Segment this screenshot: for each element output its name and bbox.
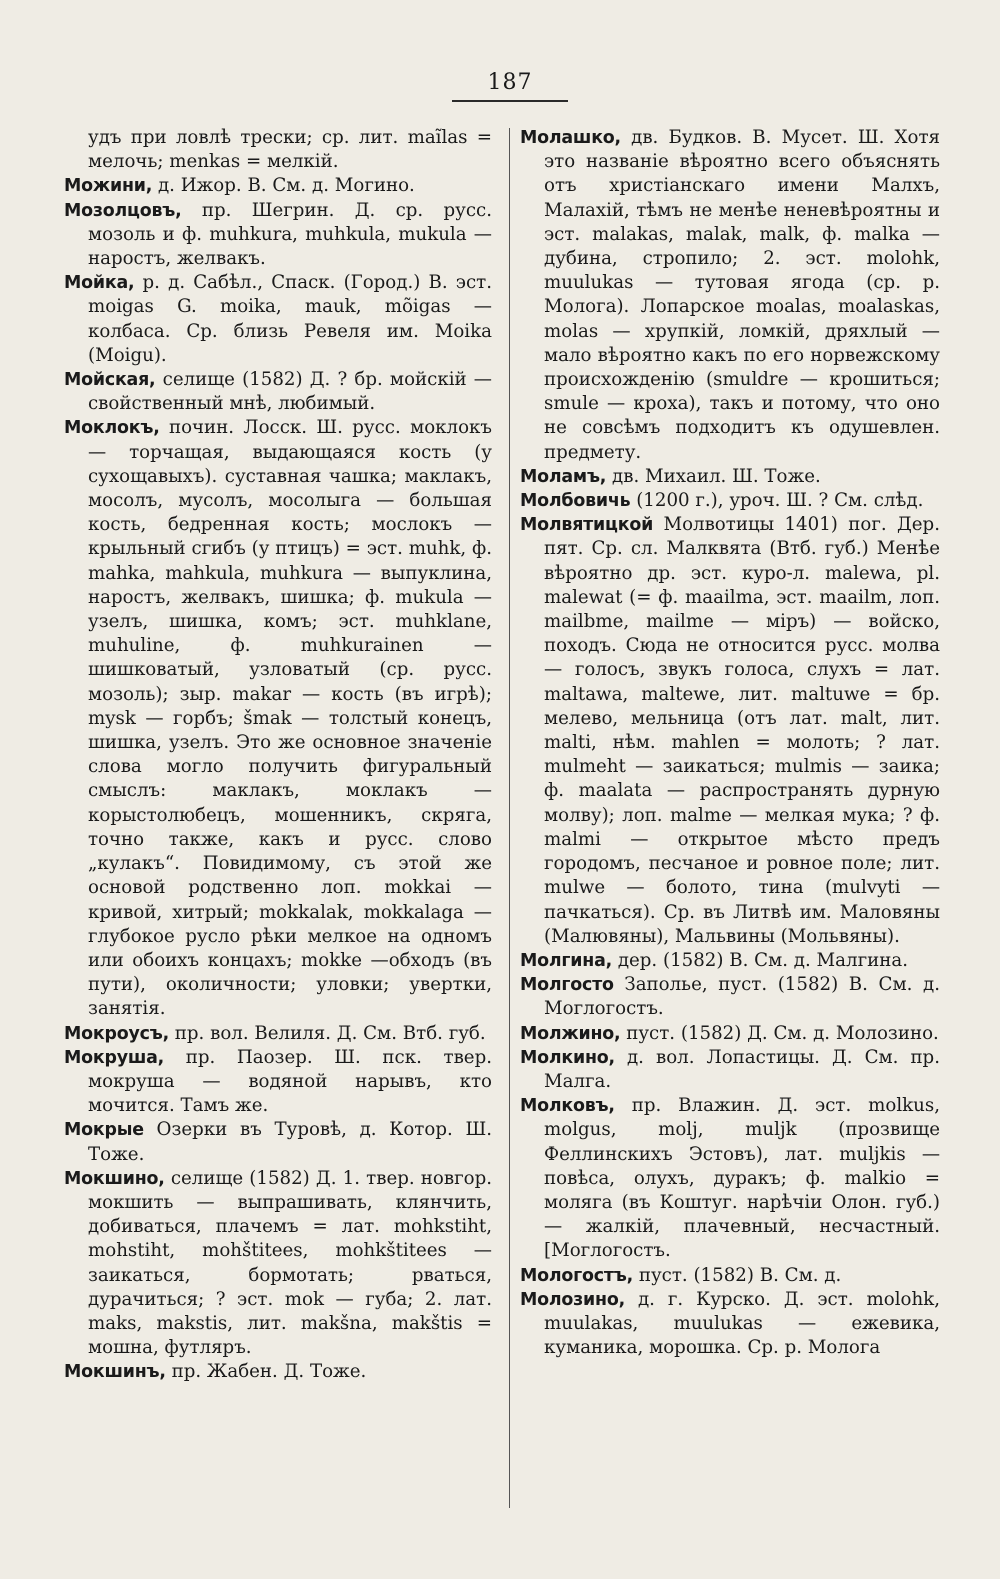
entry-headword: Молвятицкой bbox=[520, 515, 654, 536]
dictionary-entry bbox=[64, 1118, 492, 1166]
dictionary-entry bbox=[520, 1094, 940, 1263]
entry-headword: Мокшино, bbox=[64, 1168, 165, 1189]
entry-text: пр. Шегрин. Д. ср. русс. мозоль и ф. muhkura, muhkula, mukula — наростъ, желвакъ. bbox=[88, 199, 492, 270]
entry-headword: Мойка, bbox=[64, 273, 135, 294]
dictionary-entry bbox=[64, 1022, 492, 1046]
dictionary-entry bbox=[64, 416, 492, 1021]
entry-text: р. д. Сабѣл., Спаск. (Город.) В. эст. moigas G. moika, mauk, mõigas — колбаса. Ср. близь Ревеля им. Moika (Moigu). bbox=[88, 272, 492, 366]
dictionary-entry bbox=[64, 1360, 492, 1384]
dictionary-entry bbox=[64, 1046, 492, 1119]
entry-text: почин. Лосск. Ш. русс. моклокъ — торчащая, выдающаяся кость (у сухощавыхъ). суставная чашка; маклакъ, мосолъ, мусолъ, мосолыга — большая кость, бедренная кость; мослокъ — крыльный сгибъ (у птицъ) = эст. muhk, ф. mahka, mahkula, muhkura — выпуклина, наростъ, желвакъ, шишка; ф. mukula — узелъ, шишка, комъ; эст. muhklane, muhuline, ф. muhkurainen — шишковатый, узловатый (ср. русс. мозоль); зыр. makar — кость (въ игрѣ); mysk — горбъ; šmak — толстый конецъ, шишка, узелъ. Это же основное значеніе слова могло получить фигуральный смыслъ: маклакъ, моклакъ — корыстолюбецъ, мошенникъ, скряга, точно также, какъ и русс. слово „кулакъ“. Повидимому, съ этой же основой родственно лоп. mokkai — кривой, хитрый; mokkalak, mokkalaga — глубокое русло рѣки мелкое на одномъ или обоихъ концахъ; mokke —обходъ (въ пути), околичности; уловки; увертки, занятія. bbox=[88, 417, 492, 1020]
dictionary-entry bbox=[520, 973, 940, 1021]
dictionary-entry bbox=[64, 174, 492, 198]
dictionary-entry bbox=[520, 126, 940, 465]
dictionary-entry bbox=[520, 1022, 940, 1046]
entry-headword: Молгина, bbox=[520, 950, 613, 971]
entry-headword: Молашко, bbox=[520, 128, 621, 148]
entry-text: дв. Михаил. Ш. Тоже. bbox=[606, 465, 821, 487]
dictionary-entry bbox=[520, 1046, 940, 1094]
entry-headword: Мологостъ, bbox=[520, 1265, 634, 1286]
entry-headword: Мойская, bbox=[64, 370, 156, 391]
dictionary-entry bbox=[520, 1288, 940, 1361]
entry-headword: Молковъ, bbox=[520, 1096, 615, 1117]
entry-text: пр. вол. Велиля. Д. См. Втб. губ. bbox=[168, 1022, 486, 1044]
dictionary-entry bbox=[520, 465, 940, 489]
left-column bbox=[64, 126, 492, 1385]
entry-headword: Мозолцовъ, bbox=[64, 200, 182, 221]
dictionary-entry bbox=[64, 199, 492, 272]
entry-headword: Моламъ, bbox=[520, 466, 607, 487]
header-rule bbox=[452, 100, 568, 102]
entry-headword: Мокруша, bbox=[64, 1047, 165, 1068]
entry-text: дер. (1582) В. См. д. Малгина. bbox=[612, 949, 908, 971]
entry-headword: Молгосто bbox=[520, 975, 614, 996]
entry-text: пр. Жабен. Д. Тоже. bbox=[165, 1361, 367, 1383]
entry-text: Заполье, пуст. (1582) В. См. д. Моглогостъ. bbox=[544, 974, 940, 1020]
entry-text: селище (1582) Д. ? бр. мойскій — свойственный мнѣ, любимый. bbox=[88, 369, 492, 415]
entry-text: д. Ижор. В. См. д. Могино. bbox=[152, 175, 415, 197]
column-divider bbox=[509, 128, 510, 1508]
entry-headword: Молбовичь bbox=[520, 491, 631, 512]
right-column bbox=[520, 126, 940, 1360]
entry-text: селище (1582) Д. 1. твер. новгор. мокшить — выпрашивать, клянчить, добиваться, плачемъ = лат. mohkstiht, mohstiht, mohštitees, mohkštitees — заикаться, бормотать; рваться, дурачиться; ? эст. mok — губа; 2. лат. maks, makstis, лит. makšna, makštis = мошна, футляръ. bbox=[88, 1167, 492, 1359]
entry-headword: Мокшинъ, bbox=[64, 1362, 166, 1383]
entry-text: пуст. (1582) Д. См. д. Молозино. bbox=[620, 1022, 939, 1044]
entry-text: (1200 г.), уроч. Ш. ? См. слѣд. bbox=[630, 490, 924, 512]
entry-headword: Мокроусъ, bbox=[64, 1023, 169, 1044]
dictionary-entry bbox=[520, 949, 940, 973]
entry-headword: Можини, bbox=[64, 176, 153, 197]
entry-text: д. г. Курско. Д. эст. molohk, muulakas, muulukas — ежевика, куманика, морошка. Ср. р. Молога bbox=[544, 1288, 940, 1359]
dictionary-entry bbox=[520, 1264, 940, 1288]
dictionary-entry bbox=[64, 1167, 492, 1361]
dictionary-entry bbox=[64, 271, 492, 368]
entry-headword: Мокрые bbox=[64, 1120, 144, 1141]
entry-headword: Молкино, bbox=[520, 1047, 615, 1068]
page-number: 187 bbox=[487, 70, 533, 95]
dictionary-entry bbox=[520, 513, 940, 949]
entry-text: пр. Влажин. Д. эст. molkus, molgus, molj, mulјk (прозвище Феллинскихъ Эстовъ), лат. muljkis — повѣса, олухъ, дуракъ; ф. malkio = моляга (въ Коштуг. нарѣчіи Олон. губ.) — жалкій, плачевный, несчастный. [Моглогостъ. bbox=[544, 1095, 940, 1262]
entry-text: пр. Паозер. Ш. пск. твер. мокруша — водяной нарывъ, кто мочится. Тамъ же. bbox=[88, 1046, 492, 1117]
entry-text: дв. Будков. В. Мусет. Ш. Хотя это названіе вѣроятно всего объяснять отъ христіанскаго имени Малхъ, Малахій, тѣмъ не менѣе неневѣроятны и эст. malakas, malak, malk, ф. malka — дубина, стропило; 2. эст. molohk, muulukas — тутовая ягода (ср. р. Молога). Лопарское moalas, moalaskas, molas — хрупкій, ломкій, дряхлый — мало вѣроятно какъ по его норвежскому происхожденію (smuldre — крошиться; smule — кроха), такъ и потому, что оно не совсѣмъ подходитъ къ одушевлен. предмету. bbox=[544, 127, 940, 463]
entry-text: Озерки въ Туровѣ, д. Котор. Ш. Тоже. bbox=[88, 1119, 492, 1165]
entry-text: пуст. (1582) В. См. д. bbox=[633, 1264, 842, 1286]
entry-headword: Моклокъ, bbox=[64, 418, 160, 439]
entry-text: д. вол. Лопастицы. Д. См. пр. Малга. bbox=[544, 1046, 940, 1092]
entry-headword: Молозино, bbox=[520, 1289, 625, 1310]
entry-text: Молвотицы 1401) пог. Дер. пят. Ср. сл. Малквята (Втб. губ.) Менѣе вѣроятно др. эст. куро-л. malewa, pl. malewat (= ф. maailma, эст. maailm, лоп. mailbme, mailme — міръ) — войско, походъ. Сюда не относится русс. молва — голосъ, звукъ голоса, слухъ = лат. maltawa, maltewe, лит. maltuwe = бр. мелево, мельница (отъ лат. malt, лит. malti, нѣм. mahlen = молоть; ? лат. mulmeht — заикаться; mulmis — заика; ф. maalata — распространять дурную молву); лоп. malme — мелкая мука; ? ф. malmi — открытое мѣсто предъ городомъ, песчаное и ровное поле; лит. mulwe — болото, тина (mulvyti — пачкаться). Ср. въ Литвѣ им. Маловяны (Малювяны), Мальвины (Мольвяны). bbox=[544, 514, 940, 947]
dictionary-entry-continued bbox=[64, 126, 492, 174]
entry-headword: Молжино, bbox=[520, 1023, 621, 1044]
dictionary-entry bbox=[520, 489, 940, 513]
entry-text: удъ при ловлѣ трески; ср. лит. maĩlas = мелочь; menkas = мелкій. bbox=[88, 127, 492, 173]
dictionary-entry bbox=[64, 368, 492, 416]
